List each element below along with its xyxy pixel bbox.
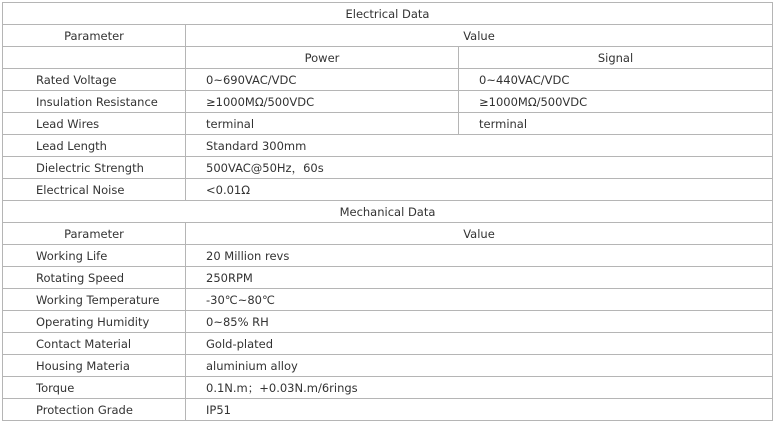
- row-value: 0.1N.m；+0.03N.m/6rings: [186, 377, 773, 399]
- signal-value: terminal: [459, 113, 773, 135]
- mechanical-value-header: Value: [186, 223, 773, 245]
- row-value: 500VAC@50Hz，60s: [186, 157, 773, 179]
- table-row: [3, 267, 773, 289]
- signal-column-header: Signal: [459, 47, 773, 69]
- table-row: [3, 91, 773, 113]
- spec-table: [2, 2, 773, 421]
- signal-value: ≥1000MΩ/500VDC: [459, 91, 773, 113]
- electrical-header-row: [3, 25, 773, 47]
- row-label: Working Temperature: [3, 289, 186, 311]
- row-label: Dielectric Strength: [3, 157, 186, 179]
- table-row: [3, 135, 773, 157]
- row-value: -30℃~80℃: [186, 289, 773, 311]
- row-label: Torque: [3, 377, 186, 399]
- row-label: Housing Materia: [3, 355, 186, 377]
- row-label: Protection Grade: [3, 399, 186, 421]
- table-row: [3, 69, 773, 91]
- row-label: Insulation Resistance: [3, 91, 186, 113]
- signal-value: 0~440VAC/VDC: [459, 69, 773, 91]
- row-value: aluminium alloy: [186, 355, 773, 377]
- power-column-header: Power: [186, 47, 459, 69]
- mechanical-header-row: [3, 223, 773, 245]
- table-row: [3, 311, 773, 333]
- row-label: Lead Wires: [3, 113, 186, 135]
- table-row: [3, 289, 773, 311]
- empty-cell: [3, 47, 186, 69]
- row-label: Working Life: [3, 245, 186, 267]
- row-value: IP51: [186, 399, 773, 421]
- power-value: ≥1000MΩ/500VDC: [186, 91, 459, 113]
- row-value: 20 Million revs: [186, 245, 773, 267]
- table-row: [3, 179, 773, 201]
- row-value: 0~85% RH: [186, 311, 773, 333]
- row-value: 250RPM: [186, 267, 773, 289]
- mechanical-parameter-header: Parameter: [3, 223, 186, 245]
- table-row: [3, 377, 773, 399]
- table-row: [3, 113, 773, 135]
- electrical-data-title: Electrical Data: [3, 3, 773, 25]
- electrical-parameter-header: Parameter: [3, 25, 186, 47]
- row-label: Electrical Noise: [3, 179, 186, 201]
- table-row: [3, 245, 773, 267]
- mechanical-data-title: Mechanical Data: [3, 201, 773, 223]
- row-label: Contact Material: [3, 333, 186, 355]
- table-row: [3, 157, 773, 179]
- mechanical-title-row: [3, 201, 773, 223]
- row-value: <0.01Ω: [186, 179, 773, 201]
- table-row: [3, 355, 773, 377]
- row-value: Gold-plated: [186, 333, 773, 355]
- table-row: [3, 399, 773, 421]
- electrical-title-row: [3, 3, 773, 25]
- row-value: Standard 300mm: [186, 135, 773, 157]
- row-label: Rated Voltage: [3, 69, 186, 91]
- electrical-subheader-row: [3, 47, 773, 69]
- row-label: Rotating Speed: [3, 267, 186, 289]
- table-row: [3, 333, 773, 355]
- row-label: Lead Length: [3, 135, 186, 157]
- row-label: Operating Humidity: [3, 311, 186, 333]
- power-value: 0~690VAC/VDC: [186, 69, 459, 91]
- electrical-value-header: Value: [186, 25, 773, 47]
- power-value: terminal: [186, 113, 459, 135]
